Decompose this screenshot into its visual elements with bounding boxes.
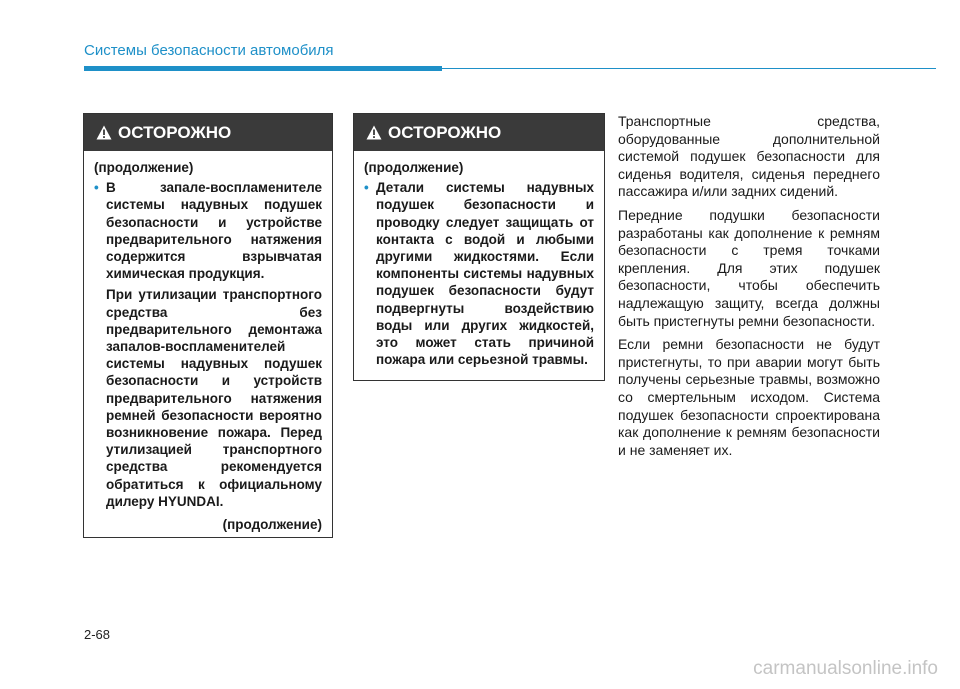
page-number: 2-68 xyxy=(84,627,111,642)
continued-label: (продолжение) xyxy=(94,160,194,175)
continued-label: (продолжение) xyxy=(364,160,464,175)
bullet-paragraph: Детали системы надувных подушек безопасности и проводку следует защищать от контакта с водой и любыми другими жидкостями. Если компоненты системы надувных подушек безопасности будут подвергнуты воздействию воды или других жидкостей, это может стать причиной пожара или серьезной травмы. xyxy=(376,180,594,368)
watermark: carmanualsonline.info xyxy=(753,658,938,679)
bullet-item xyxy=(94,179,322,514)
warning-body xyxy=(354,151,604,378)
warning-triangle-icon xyxy=(366,125,382,140)
warning-header xyxy=(354,114,604,151)
warning-box-left xyxy=(83,113,333,538)
body-text-column xyxy=(618,113,880,465)
header-rule-thick xyxy=(84,66,442,71)
warning-header xyxy=(84,114,332,151)
body-paragraph: Передние подушки безопасности разработаны как дополнение к ремням безопасности с тремя точками крепления. Для этих подушек безопасности, чтобы обеспечить надлежащую защиту, всегда должны быть пристегнуты ремни безопасности. xyxy=(618,206,880,329)
warning-title: ОСТОРОЖНО xyxy=(388,122,502,142)
bullet-dot-icon: • xyxy=(364,180,369,196)
bullet-item xyxy=(364,179,594,372)
body-paragraph: Если ремни безопасности не будут пристегнуты, то при аварии могут быть получены серьезные травмы, возможно со смертельным исходом. Система подушек безопасности спроектирована как дополнение к ремням безопасности и не заменяет их. xyxy=(618,336,880,458)
header-rule-thin xyxy=(442,68,936,69)
bullet-dot-icon: • xyxy=(94,180,99,196)
bullet-text xyxy=(106,179,322,514)
warning-box-middle xyxy=(353,113,605,381)
warning-body xyxy=(84,151,332,539)
warning-triangle-icon xyxy=(96,125,112,140)
bullet-paragraph: В запале-воспламенителе системы надувных подушек безопасности и устройстве предварительного натяжения содержится взрывчатая химическая продукция. xyxy=(106,180,322,282)
section-title: Системы безопасности автомобиля xyxy=(84,42,334,59)
bullet-text xyxy=(376,179,594,372)
body-paragraph: Транспортные средства, оборудованные дополнительной системой подушек безопасности для сиденья водителя, сиденья переднего пассажира и/или задних сидений. xyxy=(618,113,880,200)
bullet-paragraph: При утилизации транспортного средства без предварительного демонтажа запалов-воспламенителей системы надувных подушек безопасности и устройств предварительного натяжения ремней безопасности вероятно возникновение пожара. Перед утилизацией транспортного средства рекомендуется обратиться к официальному дилеру HYUNDAI. xyxy=(106,287,322,509)
continued-label-bottom: (продолжение) xyxy=(222,517,322,533)
warning-title: ОСТОРОЖНО xyxy=(118,122,232,142)
